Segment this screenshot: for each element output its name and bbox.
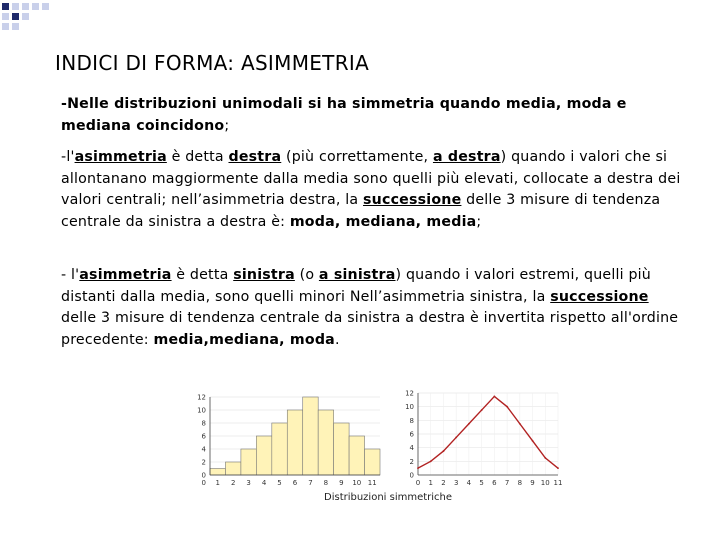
x-tick-label: 1 [428, 479, 433, 487]
data-point [430, 460, 432, 462]
p1-line2: mediana coincidono [61, 117, 225, 134]
p2-order: moda, mediana, media [289, 213, 477, 230]
y-tick-label: 4 [409, 444, 414, 453]
data-point [481, 409, 483, 411]
p2-t11: ; [476, 213, 482, 230]
bar [256, 436, 271, 475]
x-tick-label: 11 [553, 479, 563, 487]
page-title: INDICI DI FORMA: ASIMMETRIA [55, 51, 370, 75]
p3-t9: delle 3 misure di tendenza centrale da sinistra a destra è invertita rispetto all'ordine precedente: [61, 310, 679, 348]
series-line [418, 396, 558, 468]
data-point [519, 423, 521, 425]
x-tick-label: 10 [540, 479, 550, 487]
y-tick-label: 2 [201, 458, 206, 467]
data-point [468, 423, 470, 425]
x-tick-label: 4 [261, 479, 267, 487]
data-point [417, 467, 419, 469]
y-tick-label: 0 [201, 471, 206, 480]
p1-line1: -Nelle distribuzioni unimodali si ha simmetria quando media, moda e [61, 96, 627, 112]
x-tick-label: 7 [308, 479, 313, 487]
x-tick-label: 6 [292, 479, 298, 487]
bar [210, 469, 225, 476]
y-tick-label: 0 [409, 471, 414, 480]
x-tick-label: 2 [230, 479, 236, 487]
bar [334, 423, 349, 475]
x-tick-label: 11 [367, 479, 377, 487]
corner-decoration [0, 0, 60, 40]
data-point [544, 457, 546, 459]
p2-t5: (più correttamente, [281, 149, 433, 165]
y-tick-label: 4 [201, 445, 206, 454]
data-point [443, 450, 445, 452]
data-point [532, 440, 534, 442]
x-tick-label: 3 [453, 479, 459, 487]
x-tick-label: 8 [323, 479, 329, 487]
x-tick-label: 4 [466, 479, 472, 487]
x-tick-label: 1 [215, 479, 220, 487]
y-tick-label: 10 [197, 406, 206, 415]
p3-sinistra: sinistra [233, 267, 295, 283]
y-tick-label: 2 [409, 457, 414, 466]
p3-asimmetria: asimmetria [79, 267, 172, 283]
x-tick-label: 2 [441, 479, 446, 487]
histogram-chart [190, 385, 390, 490]
p2-t9: delle 3 misure di tendenza centrale da sinistra a destra è: [61, 192, 661, 230]
data-point [493, 396, 495, 398]
p2-successione: successione [363, 192, 462, 208]
p3-t3: è detta [171, 267, 234, 283]
p2-t3: è detta [166, 149, 229, 165]
line-chart [368, 385, 573, 490]
data-point [557, 467, 559, 469]
x-tick-label: 8 [517, 479, 523, 487]
bar [349, 436, 364, 475]
y-tick-label: 12 [405, 389, 414, 398]
data-point [455, 437, 457, 439]
bar [318, 410, 333, 475]
bar [303, 397, 318, 475]
y-tick-label: 10 [405, 403, 414, 412]
bar [272, 423, 287, 475]
bar [225, 462, 240, 475]
p2-t7: ) quando i valori che si allontanano maggiormente dalla media sono quelli più elevati, collocate a destra dei valori centrali; nell’asimmetria destra, la [61, 149, 681, 208]
p2-a-destra: a destra [432, 149, 501, 165]
p2-t1: -l' [61, 149, 75, 165]
y-tick-label: 8 [201, 419, 206, 428]
p2-asimmetria: asimmetria [74, 149, 167, 165]
p3-a-sinistra: a sinistra [318, 267, 396, 283]
x-tick-label: 5 [479, 479, 484, 487]
p3-successione: successione [550, 288, 649, 305]
bar [241, 449, 256, 475]
p3-t7: ) quando i valori estremi, quelli più distanti dalla media, sono quelli minori Nell’asimmetria sinistra, la [61, 267, 652, 305]
x-tick-label: 10 [352, 479, 362, 487]
x-tick-label: 3 [246, 479, 251, 487]
y-tick-label: 6 [201, 432, 206, 441]
p3-order: media,mediana, moda [153, 331, 335, 348]
y-tick-label: 6 [409, 430, 414, 439]
p1-semicolon: ; [224, 117, 230, 134]
x-tick-label: 6 [492, 479, 497, 487]
p3-t5: (o [294, 267, 319, 283]
bar [287, 410, 302, 475]
x-tick-label: 5 [277, 479, 282, 487]
paragraph-asimmetria-sinistra [61, 265, 681, 351]
paragraph-asimmetria-destra [61, 147, 681, 233]
data-point [506, 406, 508, 408]
p3-t1: - l' [61, 267, 80, 283]
y-tick-label: 8 [409, 416, 414, 425]
chart-caption: Distribuzioni simmetriche [324, 492, 453, 503]
y-tick-label: 12 [197, 393, 206, 402]
p2-destra: destra [228, 149, 282, 165]
p3-t11: . [334, 331, 340, 348]
x-tick-label: 0 [415, 479, 421, 487]
x-tick-label: 0 [201, 479, 206, 487]
x-tick-label: 9 [339, 479, 344, 487]
x-tick-label: 9 [530, 479, 535, 487]
x-tick-label: 7 [504, 479, 510, 487]
paragraph-simmetria [61, 94, 681, 137]
